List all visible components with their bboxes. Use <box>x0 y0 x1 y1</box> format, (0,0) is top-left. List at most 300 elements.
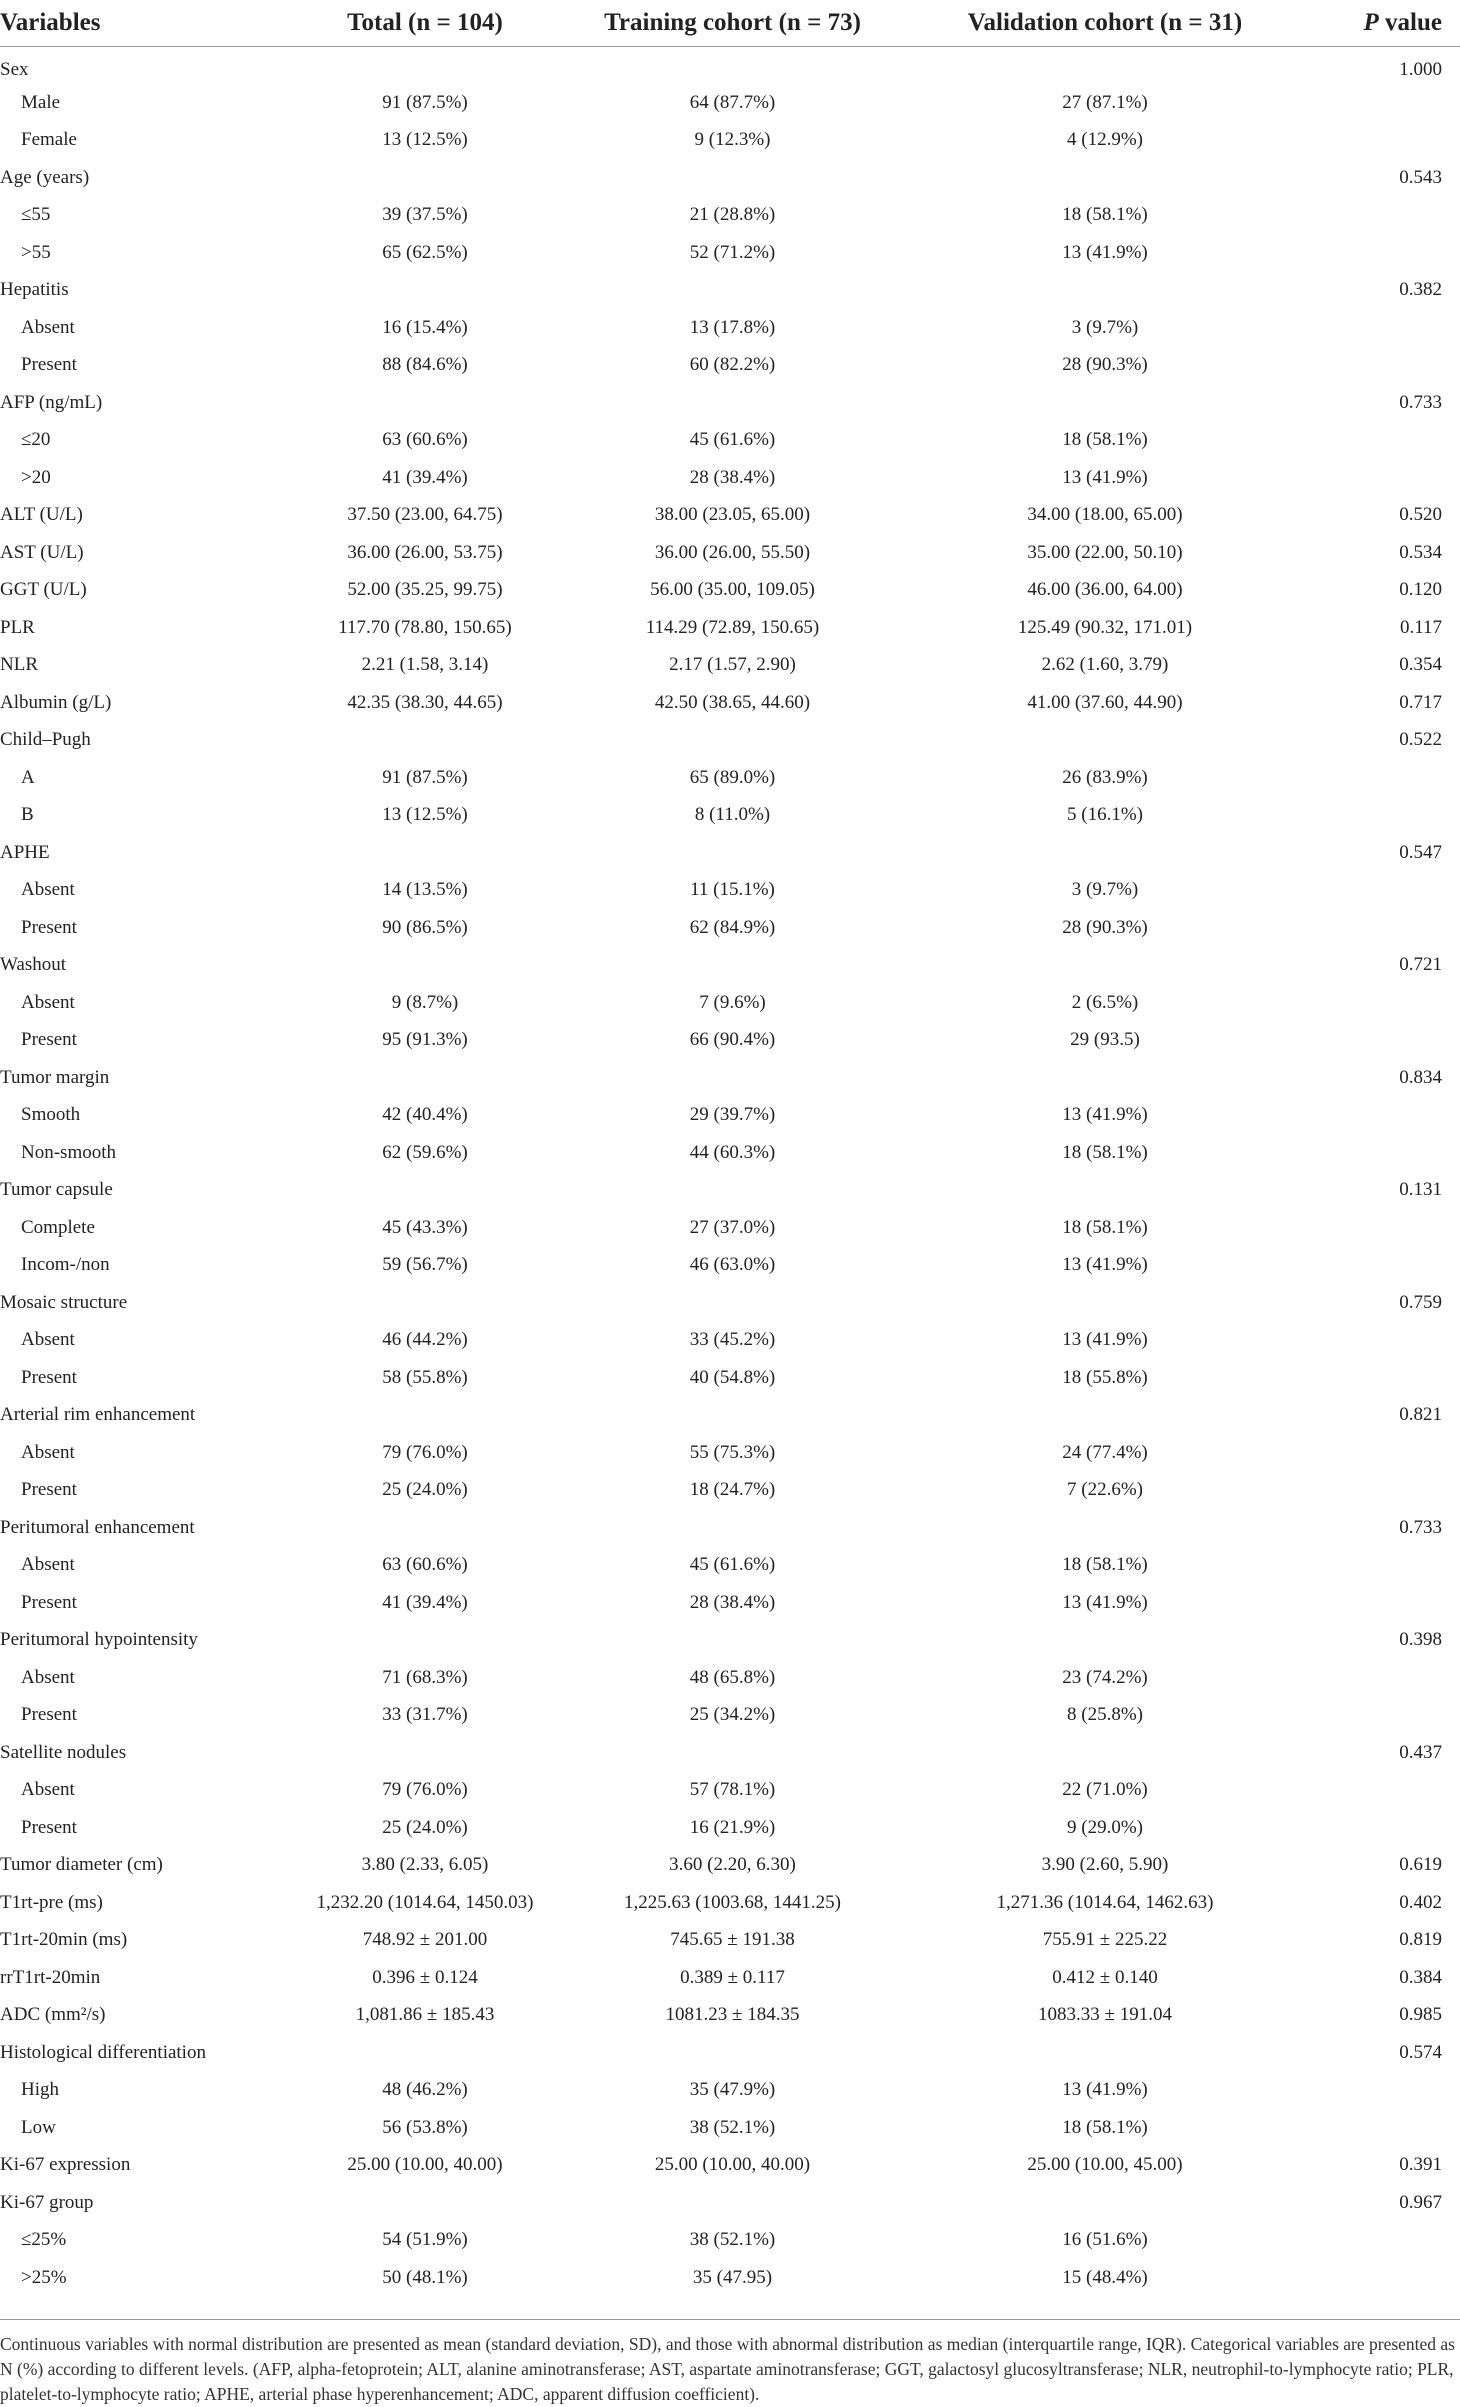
training-cell: 57 (78.1%) <box>689 1779 776 1801</box>
training-cell: 38.00 (23.05, 65.00) <box>654 504 811 526</box>
variable-cell: Present <box>21 1029 77 1051</box>
total-cell: 42 (40.4%) <box>382 1104 468 1126</box>
validation-cell: 4 (12.9%) <box>1067 129 1143 151</box>
validation-cell: 24 (77.4%) <box>1062 1441 1148 1463</box>
validation-cell <box>915 1622 1295 1660</box>
variable-cell: Absent <box>21 1554 75 1576</box>
validation-cell: 18 (58.1%) <box>1062 204 1148 226</box>
p-value-cell <box>1295 2259 1460 2297</box>
header-training-cohort: Training cohort (n = 73) <box>550 0 915 47</box>
training-cell <box>550 2184 915 2222</box>
validation-cell: 1083.33 ± 191.04 <box>1038 2004 1172 2026</box>
p-value-cell <box>1295 797 1460 835</box>
validation-cell <box>915 1172 1295 1210</box>
validation-cell <box>915 1509 1295 1547</box>
p-value-cell <box>1295 1022 1460 1060</box>
table-row <box>0 1134 1460 1172</box>
training-cell: 18 (24.7%) <box>689 1479 776 1501</box>
training-cell: 21 (28.8%) <box>689 204 776 226</box>
training-cell: 27 (37.0%) <box>689 1216 776 1238</box>
training-cell: 7 (9.6%) <box>699 991 766 1013</box>
p-value-cell: 0.967 <box>1399 2191 1442 2213</box>
variable-cell: Present <box>21 1816 77 1838</box>
training-cell: 33 (45.2%) <box>689 1329 776 1351</box>
total-cell: 41 (39.4%) <box>382 1591 468 1613</box>
variable-cell: Peritumoral hypointensity <box>0 1629 198 1651</box>
variable-cell: B <box>21 804 34 826</box>
total-cell: 91 (87.5%) <box>382 766 468 788</box>
validation-cell: 18 (58.1%) <box>1062 2116 1148 2138</box>
table-row <box>0 272 1460 310</box>
p-value-cell <box>1295 1472 1460 1510</box>
table-row <box>0 1284 1460 1322</box>
total-cell: 14 (13.5%) <box>382 879 468 901</box>
table-row <box>0 1659 1460 1697</box>
table-row <box>0 947 1460 985</box>
total-cell: 9 (8.7%) <box>391 991 459 1013</box>
training-cell <box>550 1059 915 1097</box>
total-cell: 39 (37.5%) <box>382 204 468 226</box>
validation-cell: 22 (71.0%) <box>1062 1779 1148 1801</box>
table-row <box>0 159 1460 197</box>
variable-cell: A <box>21 766 35 788</box>
p-value-cell: 0.733 <box>1399 1516 1442 1538</box>
p-value-cell: 0.834 <box>1399 1066 1442 1088</box>
total-cell: 46 (44.2%) <box>382 1329 468 1351</box>
p-value-cell: 0.619 <box>1399 1854 1442 1876</box>
validation-cell: 7 (22.6%) <box>1067 1479 1143 1501</box>
validation-cell <box>915 47 1295 85</box>
table-row <box>0 1397 1460 1435</box>
validation-cell: 755.91 ± 225.22 <box>1042 1929 1168 1951</box>
table-row <box>0 1359 1460 1397</box>
variable-cell: Absent <box>21 879 75 901</box>
training-cell: 9 (12.3%) <box>694 129 771 151</box>
p-value-cell <box>1295 1209 1460 1247</box>
total-cell: 25.00 (10.00, 40.00) <box>347 2154 503 2176</box>
validation-cell: 18 (58.1%) <box>1062 1554 1148 1576</box>
validation-cell: 125.49 (90.32, 171.01) <box>1017 616 1193 638</box>
validation-cell <box>915 722 1295 760</box>
variable-cell: Male <box>21 91 61 113</box>
p-value-cell: 0.117 <box>1399 616 1442 638</box>
variable-cell: >25% <box>21 2266 67 2288</box>
validation-cell: 18 (58.1%) <box>1062 1141 1148 1163</box>
total-cell: 88 (84.6%) <box>382 354 468 376</box>
p-value-cell: 0.759 <box>1399 1291 1442 1313</box>
header-validation-cohort: Validation cohort (n = 31) <box>915 0 1295 47</box>
table-row <box>0 422 1460 460</box>
validation-cell: 2 (6.5%) <box>1071 991 1139 1013</box>
p-value-cell: 0.398 <box>1399 1629 1442 1651</box>
header-total: Total (n = 104) <box>300 0 550 47</box>
variable-cell: Present <box>21 354 77 376</box>
total-cell: 90 (86.5%) <box>382 916 468 938</box>
total-cell <box>300 1509 550 1547</box>
p-value-cell: 0.534 <box>1399 541 1442 563</box>
p-value-cell <box>1295 2222 1460 2260</box>
variable-cell: Arterial rim enhancement <box>0 1404 196 1426</box>
training-cell <box>550 47 915 85</box>
table-row <box>0 197 1460 235</box>
training-cell <box>550 159 915 197</box>
p-value-cell <box>1295 1809 1460 1847</box>
p-value-cell: 0.520 <box>1399 504 1442 526</box>
variable-cell: Non-smooth <box>21 1141 116 1163</box>
total-cell: 13 (12.5%) <box>382 804 468 826</box>
validation-cell: 26 (83.9%) <box>1062 766 1148 788</box>
table-row <box>0 1809 1460 1847</box>
training-cell <box>550 1509 915 1547</box>
total-cell: 59 (56.7%) <box>382 1254 468 1276</box>
validation-cell: 1,271.36 (1014.64, 1462.63) <box>996 1891 1214 1913</box>
training-cell: 25 (34.2%) <box>689 1704 776 1726</box>
training-cell: 16 (21.9%) <box>689 1816 776 1838</box>
validation-cell: 25.00 (10.00, 45.00) <box>1027 2154 1183 2176</box>
total-cell <box>300 1284 550 1322</box>
variable-cell: Age (years) <box>0 166 90 188</box>
p-value-cell <box>1295 872 1460 910</box>
validation-cell: 16 (51.6%) <box>1062 2229 1148 2251</box>
p-value-cell: 0.819 <box>1399 1929 1442 1951</box>
validation-cell <box>915 947 1295 985</box>
total-cell: 56 (53.8%) <box>382 2116 468 2138</box>
variable-cell: Smooth <box>21 1104 81 1126</box>
total-cell <box>300 2034 550 2072</box>
variable-cell: ADC (mm²/s) <box>0 2004 106 2026</box>
table-row <box>0 1547 1460 1585</box>
variable-cell: Present <box>21 1704 77 1726</box>
training-cell: 48 (65.8%) <box>689 1666 776 1688</box>
validation-cell: 15 (48.4%) <box>1062 2266 1148 2288</box>
table-row <box>0 1997 1460 2035</box>
p-value-cell <box>1295 1359 1460 1397</box>
validation-cell <box>915 272 1295 310</box>
training-cell: 114.29 (72.89, 150.65) <box>645 616 820 638</box>
table-row <box>0 2184 1460 2222</box>
training-cell <box>550 834 915 872</box>
validation-cell: 18 (58.1%) <box>1062 1216 1148 1238</box>
training-cell <box>550 1622 915 1660</box>
training-cell: 62 (84.9%) <box>689 916 776 938</box>
validation-cell: 27 (87.1%) <box>1062 91 1148 113</box>
table-row <box>0 47 1460 85</box>
total-cell: 0.396 ± 0.124 <box>372 1966 478 1988</box>
total-cell: 13 (12.5%) <box>382 129 468 151</box>
table-row <box>0 1922 1460 1960</box>
p-value-cell <box>1295 984 1460 1022</box>
total-cell <box>300 159 550 197</box>
table-row <box>0 1097 1460 1135</box>
table-row <box>0 1772 1460 1810</box>
training-cell <box>550 2034 915 2072</box>
training-cell: 66 (90.4%) <box>689 1029 776 1051</box>
p-value-cell <box>1295 84 1460 122</box>
p-value-cell <box>1295 1584 1460 1622</box>
table-row <box>0 759 1460 797</box>
table-row <box>0 122 1460 160</box>
table-row <box>0 1172 1460 1210</box>
p-value-cell <box>1295 1134 1460 1172</box>
header-p-value: P value <box>1295 0 1460 47</box>
variable-cell: Albumin (g/L) <box>0 691 112 713</box>
p-value-cell <box>1295 422 1460 460</box>
validation-cell: 18 (58.1%) <box>1062 429 1148 451</box>
total-cell: 52.00 (35.25, 99.75) <box>347 579 503 601</box>
variable-cell: T1rt-pre (ms) <box>0 1891 103 1913</box>
variable-cell: Absent <box>21 316 75 338</box>
training-cell <box>550 272 915 310</box>
variable-cell: Satellite nodules <box>0 1741 127 1763</box>
training-cell <box>550 722 915 760</box>
total-cell: 79 (76.0%) <box>382 1779 468 1801</box>
variable-cell: High <box>21 2079 59 2101</box>
validation-cell: 8 (25.8%) <box>1067 1704 1143 1726</box>
total-cell: 33 (31.7%) <box>382 1704 468 1726</box>
validation-cell: 46.00 (36.00, 64.00) <box>1027 579 1183 601</box>
total-cell: 748.92 ± 201.00 <box>362 1929 488 1951</box>
training-cell: 28 (38.4%) <box>689 1591 776 1613</box>
validation-cell <box>915 384 1295 422</box>
p-value-cell: 0.721 <box>1399 954 1442 976</box>
validation-cell: 2.62 (1.60, 3.79) <box>1041 654 1169 676</box>
variable-cell: Low <box>21 2116 56 2138</box>
table-row <box>0 2222 1460 2260</box>
p-value-cell <box>1295 197 1460 235</box>
total-cell <box>300 2184 550 2222</box>
variable-cell: AFP (ng/mL) <box>0 391 103 413</box>
total-cell: 117.70 (78.80, 150.65) <box>338 616 512 638</box>
p-value-cell: 0.120 <box>1399 579 1442 601</box>
training-cell: 60 (82.2%) <box>689 354 776 376</box>
table-row <box>0 1059 1460 1097</box>
p-value-cell <box>1295 1434 1460 1472</box>
variable-cell: Tumor diameter (cm) <box>0 1854 163 1876</box>
total-cell: 65 (62.5%) <box>382 241 468 263</box>
table-row <box>0 1847 1460 1885</box>
total-cell: 36.00 (26.00, 53.75) <box>347 541 503 563</box>
validation-cell: 0.412 ± 0.140 <box>1052 1966 1158 1988</box>
total-cell: 58 (55.8%) <box>382 1366 468 1388</box>
total-cell: 16 (15.4%) <box>382 316 468 338</box>
table-row <box>0 909 1460 947</box>
table-row <box>0 1622 1460 1660</box>
table-row <box>0 2109 1460 2147</box>
table-row <box>0 1884 1460 1922</box>
training-cell: 1081.23 ± 184.35 <box>665 2004 800 2026</box>
p-value-cell: 1.000 <box>1399 58 1442 80</box>
training-cell: 38 (52.1%) <box>689 2229 776 2251</box>
header-row <box>0 0 1460 47</box>
variable-cell: Child–Pugh <box>0 729 91 751</box>
total-cell: 45 (43.3%) <box>382 1216 468 1238</box>
variable-cell: ≤55 <box>21 204 51 226</box>
variable-cell: AST (U/L) <box>0 541 84 563</box>
table-row <box>0 84 1460 122</box>
validation-cell: 13 (41.9%) <box>1062 1254 1148 1276</box>
validation-cell: 35.00 (22.00, 50.10) <box>1027 541 1183 563</box>
total-cell: 1,232.20 (1014.64, 1450.03) <box>316 1891 534 1913</box>
training-cell <box>550 1397 915 1435</box>
validation-cell: 28 (90.3%) <box>1062 916 1148 938</box>
training-cell: 46 (63.0%) <box>689 1254 776 1276</box>
training-cell: 1,225.63 (1003.68, 1441.25) <box>624 1891 841 1913</box>
p-value-cell <box>1295 1097 1460 1135</box>
variable-cell: >55 <box>21 241 51 263</box>
variable-cell: Mosaic structure <box>0 1291 128 1313</box>
validation-cell: 13 (41.9%) <box>1062 466 1148 488</box>
total-cell: 48 (46.2%) <box>382 2079 468 2101</box>
variable-cell: Absent <box>21 1329 75 1351</box>
p-value-cell <box>1295 1697 1460 1735</box>
p-value-cell <box>1295 459 1460 497</box>
table-row <box>0 309 1460 347</box>
total-cell <box>300 272 550 310</box>
validation-cell <box>915 1397 1295 1435</box>
validation-cell: 13 (41.9%) <box>1062 241 1148 263</box>
variable-cell: GGT (U/L) <box>0 579 87 601</box>
variable-cell: PLR <box>0 616 35 638</box>
variable-cell: Absent <box>21 1666 75 1688</box>
variable-cell: ≤20 <box>21 429 51 451</box>
total-cell <box>300 1059 550 1097</box>
header-variables: Variables <box>0 0 300 47</box>
p-value-cell: 0.717 <box>1399 691 1442 713</box>
training-cell <box>550 947 915 985</box>
training-cell <box>550 1284 915 1322</box>
p-value-cell: 0.543 <box>1399 166 1442 188</box>
validation-cell <box>915 2184 1295 2222</box>
validation-cell <box>915 834 1295 872</box>
total-cell <box>300 384 550 422</box>
variable-cell: >20 <box>21 466 51 488</box>
training-cell: 35 (47.95) <box>692 2266 773 2288</box>
validation-cell: 23 (74.2%) <box>1062 1666 1148 1688</box>
table-row <box>0 834 1460 872</box>
total-cell: 91 (87.5%) <box>382 91 468 113</box>
variable-cell: Present <box>21 916 77 938</box>
training-cell: 13 (17.8%) <box>689 316 776 338</box>
p-value-cell <box>1295 122 1460 160</box>
training-cell: 44 (60.3%) <box>689 1141 776 1163</box>
total-cell <box>300 1172 550 1210</box>
training-cell: 36.00 (26.00, 55.50) <box>654 541 811 563</box>
variable-cell: Present <box>21 1591 77 1613</box>
table-row <box>0 1022 1460 1060</box>
p-value-cell: 0.402 <box>1399 1891 1442 1913</box>
total-cell: 79 (76.0%) <box>382 1441 468 1463</box>
training-cell: 745.65 ± 191.38 <box>670 1929 795 1951</box>
validation-cell <box>915 1059 1295 1097</box>
table-row <box>0 1247 1460 1285</box>
total-cell <box>300 1734 550 1772</box>
variable-cell: ALT (U/L) <box>0 504 83 526</box>
total-cell: 63 (60.6%) <box>382 429 468 451</box>
table-row <box>0 347 1460 385</box>
table-row <box>0 1209 1460 1247</box>
variable-cell: rrT1rt-20min <box>0 1966 101 1988</box>
table-footnote: Continuous variables with normal distribution are presented as mean (standard deviation, SD), and those with abnormal distribution as median (interquartile range, IQR). Categorical variables are presented as N (%) according to different levels. (AFP, alpha-fetoprotein; ALT, alanine aminotransferase; AST, aspartate aminotransferase; GGT, galactosyl glucosyltransferase; NLR, neutrophil-to-lymphocyte ratio; PLR, platelet-to-lymphocyte ratio; APHE, arterial phase hyperenhancement; ADC, apparent diffusion coefficient). <box>0 2319 1460 2407</box>
variable-cell: Histological differentiation <box>0 2041 206 2063</box>
total-cell: 25 (24.0%) <box>382 1479 468 1501</box>
table-body <box>0 47 1460 2297</box>
table-header <box>0 0 1460 47</box>
table-row <box>0 797 1460 835</box>
variable-cell: Tumor margin <box>0 1066 110 1088</box>
p-value-cell <box>1295 2072 1460 2110</box>
p-value-cell: 0.574 <box>1399 2041 1442 2063</box>
total-cell: 62 (59.6%) <box>382 1141 468 1163</box>
total-cell: 50 (48.1%) <box>382 2266 468 2288</box>
total-cell: 1,081.86 ± 185.43 <box>355 2004 495 2026</box>
table-row <box>0 2147 1460 2185</box>
p-value-cell <box>1295 1659 1460 1697</box>
table-row <box>0 647 1460 685</box>
total-cell <box>300 834 550 872</box>
p-value-cell: 0.547 <box>1399 841 1442 863</box>
table-row <box>0 1959 1460 1997</box>
variable-cell: Hepatitis <box>0 279 69 301</box>
total-cell: 3.80 (2.33, 6.05) <box>361 1854 489 1876</box>
total-cell: 54 (51.9%) <box>382 2229 468 2251</box>
training-cell: 65 (89.0%) <box>689 766 776 788</box>
total-cell: 71 (68.3%) <box>382 1666 468 1688</box>
validation-cell: 13 (41.9%) <box>1062 1591 1148 1613</box>
training-cell: 11 (15.1%) <box>690 879 775 901</box>
table-row <box>0 1322 1460 1360</box>
total-cell: 42.35 (38.30, 44.65) <box>347 691 503 713</box>
p-value-cell: 0.733 <box>1399 391 1442 413</box>
p-value-cell <box>1295 234 1460 272</box>
table-row <box>0 684 1460 722</box>
variable-cell: Ki-67 expression <box>0 2154 131 2176</box>
variable-cell: Peritumoral enhancement <box>0 1516 195 1538</box>
variable-cell: Absent <box>21 991 75 1013</box>
p-value-cell: 0.522 <box>1399 729 1442 751</box>
training-cell: 28 (38.4%) <box>689 466 776 488</box>
training-cell: 29 (39.7%) <box>689 1104 776 1126</box>
training-cell <box>550 1172 915 1210</box>
p-value-cell <box>1295 1322 1460 1360</box>
variable-cell: Absent <box>21 1441 75 1463</box>
p-value-cell: 0.437 <box>1399 1741 1442 1763</box>
training-cell: 45 (61.6%) <box>689 429 776 451</box>
p-value-cell <box>1295 2109 1460 2147</box>
total-cell <box>300 1622 550 1660</box>
table-row <box>0 609 1460 647</box>
p-value-cell <box>1295 309 1460 347</box>
p-value-cell <box>1295 1772 1460 1810</box>
table-row <box>0 234 1460 272</box>
training-cell: 42.50 (38.65, 44.60) <box>654 691 811 713</box>
p-value-cell <box>1295 759 1460 797</box>
training-cell: 2.17 (1.57, 2.90) <box>669 654 796 676</box>
total-cell <box>300 1397 550 1435</box>
validation-cell <box>915 2034 1295 2072</box>
training-cell: 52 (71.2%) <box>689 241 776 263</box>
validation-cell: 3.90 (2.60, 5.90) <box>1041 1854 1169 1876</box>
variable-cell: Sex <box>0 58 29 80</box>
variable-cell: Washout <box>0 954 67 976</box>
validation-cell: 34.00 (18.00, 65.00) <box>1027 504 1183 526</box>
validation-cell: 28 (90.3%) <box>1062 354 1148 376</box>
variable-cell: ≤25% <box>21 2229 67 2251</box>
table-row <box>0 2259 1460 2297</box>
p-value-cell: 0.354 <box>1399 654 1442 676</box>
variable-cell: Present <box>21 1479 77 1501</box>
table-row <box>0 1697 1460 1735</box>
variable-cell: NLR <box>0 654 38 676</box>
